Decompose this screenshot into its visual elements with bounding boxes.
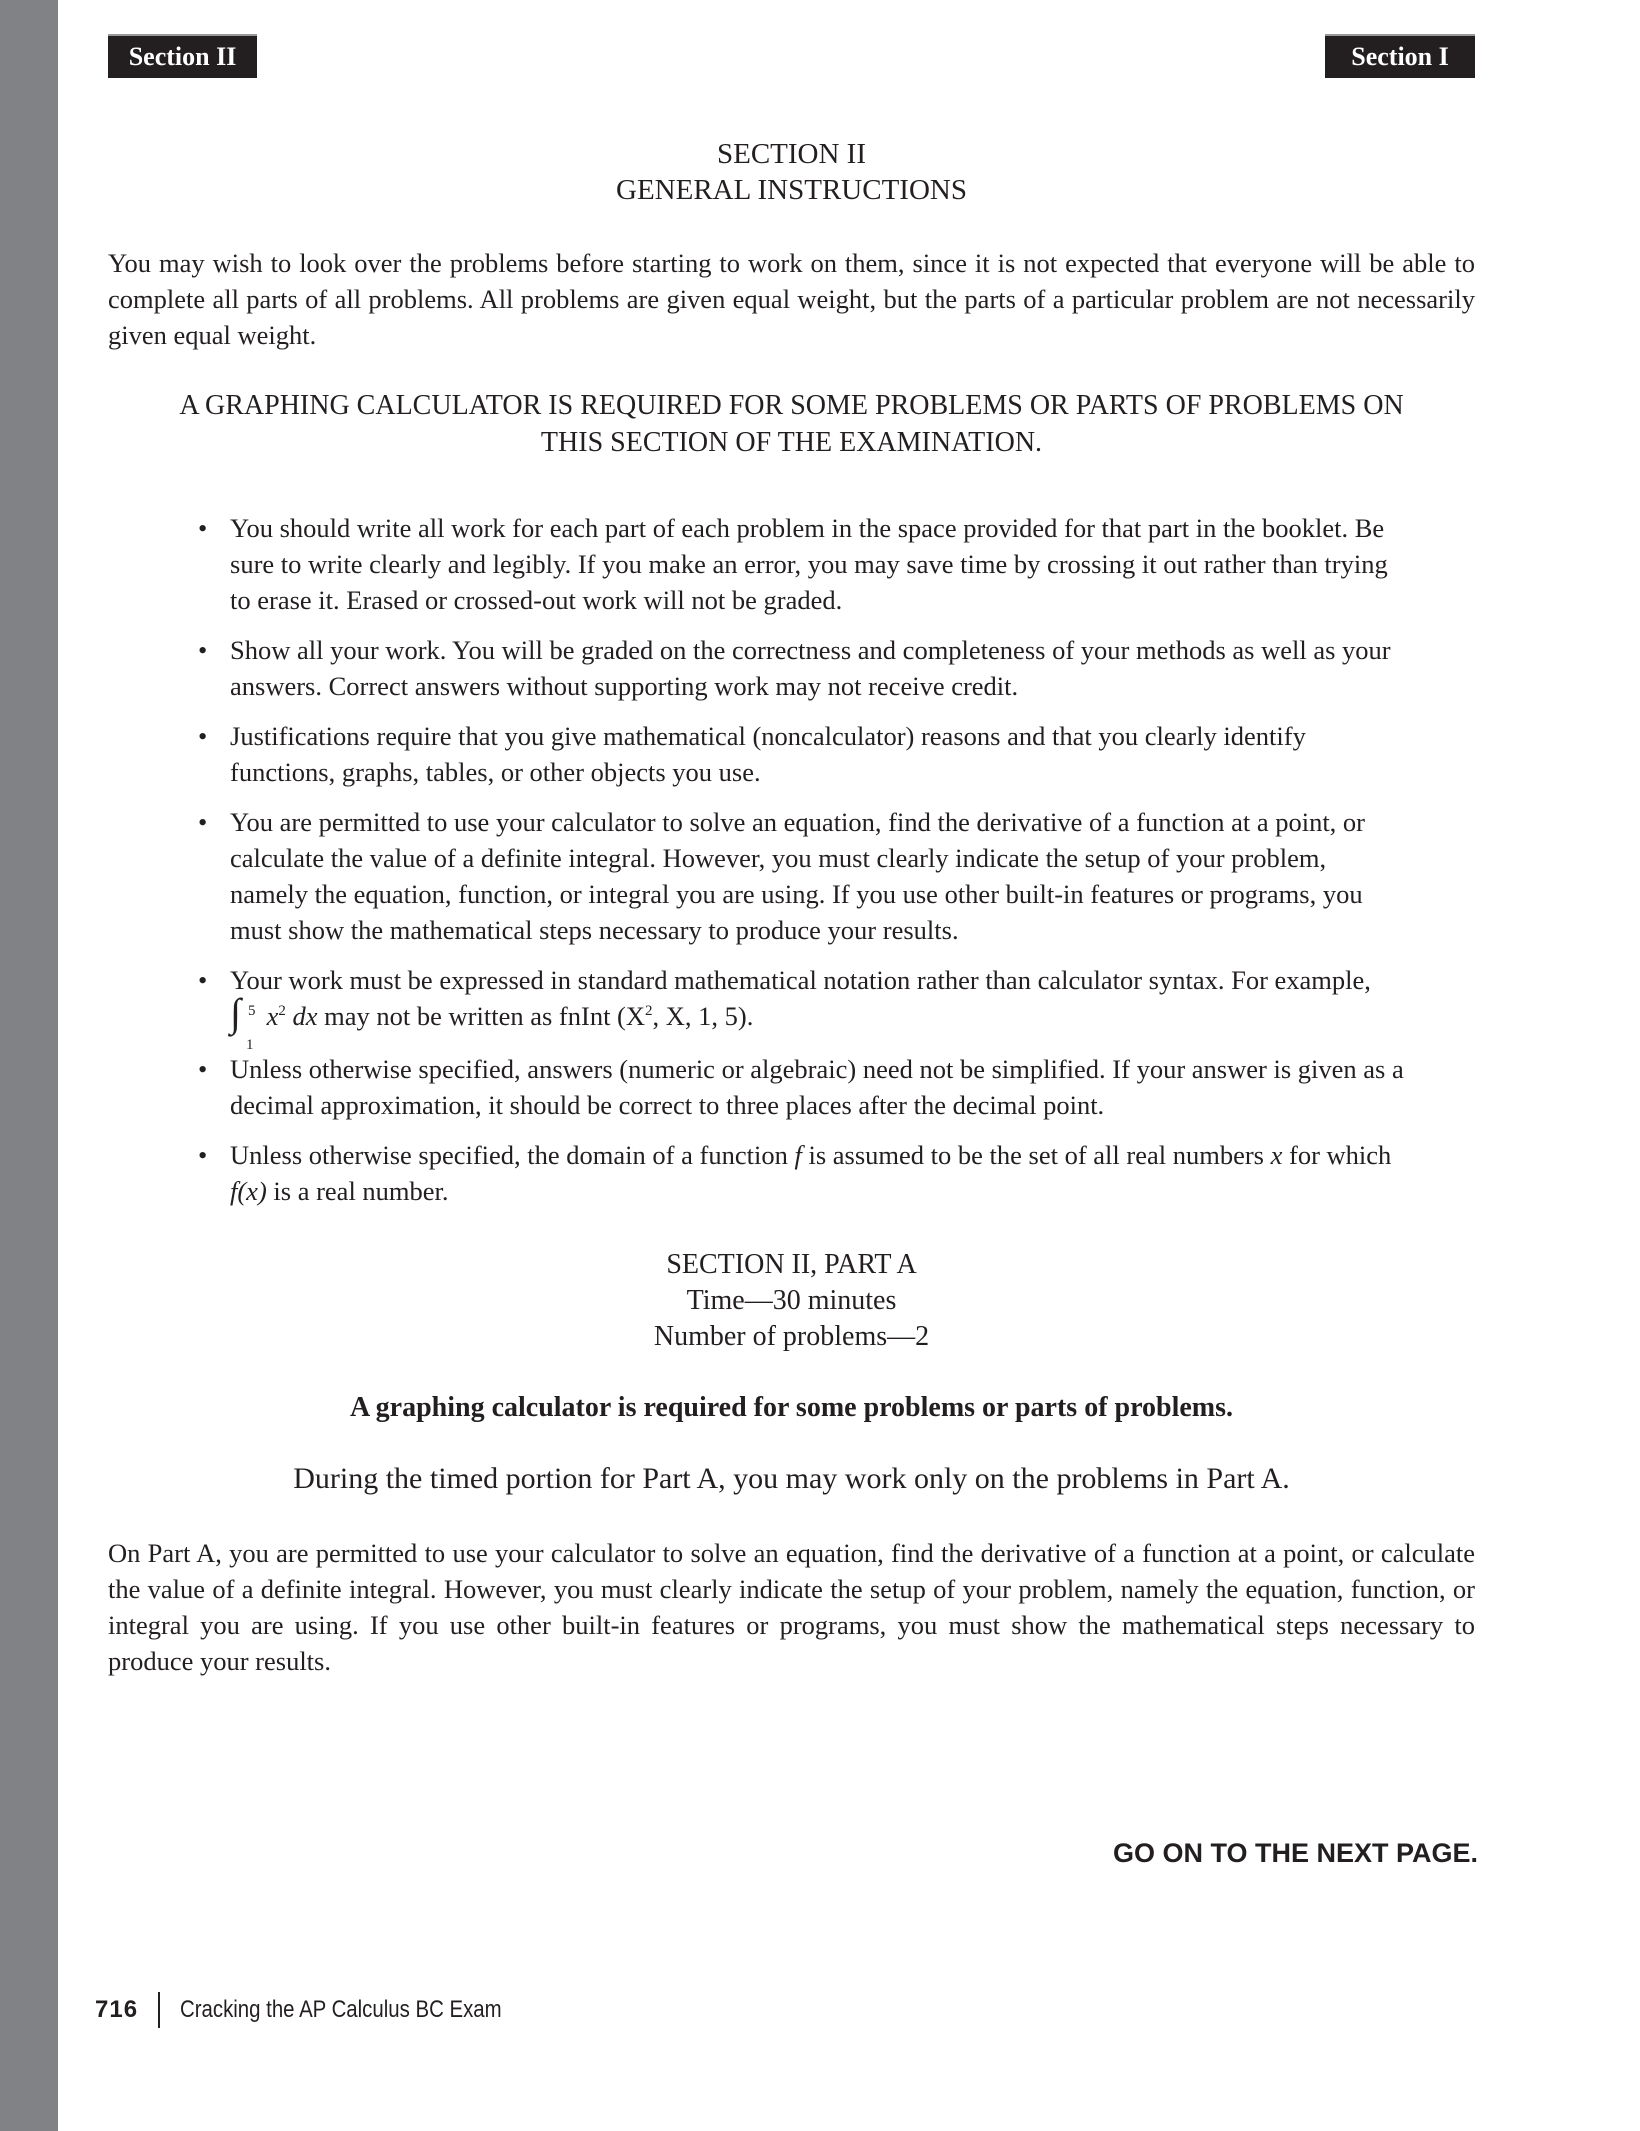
page-edge-bar [0,0,58,2131]
list-item [198,510,1410,618]
calculator-notice [108,387,1475,461]
calculator-notice-line-2: THIS SECTION OF THE EXAMINATION. [540,427,1043,458]
timed-portion-notice: During the timed portion for Part A, you may work only on the problems in Part A. [293,1462,1290,1495]
list-item [198,804,1410,948]
bullet-icon: • [198,1053,208,1084]
list-item [198,718,1410,790]
page-footer [95,1992,558,2028]
part-a-time: Time—30 minutes [686,1285,897,1316]
part-a-paragraph: On Part A, you are permitted to use your calculator to solve an equation, find the derivative of a function at a point, or calculate the value of a definite integral. However, you must clearly indicate the setup of your problem, namely the equation, function, or integral you are using. If you use other built-in features or programs, you must show the mathematical steps necessary to produce your results. [108,1538,1475,1676]
part-a-problem-count: Number of problems—2 [653,1321,930,1352]
footer-divider [158,1992,160,2028]
bullet-icon: • [198,635,208,665]
list-item-text: Justifications require that you give mathematical (noncalculator) reasons and that you clearly identify functions, graphs, tables, or other objects you use. [230,721,1306,787]
list-item-text: Show all your work. You will be graded on the correctness and completeness of your methods as well as your answers. Correct answers without supporting work may not receive credit. [230,635,1391,701]
bullet-icon: • [198,807,208,837]
book-title: Cracking the AP Calculus BC Exam [180,1996,502,2023]
list-item-text: Unless otherwise specified, answers (numeric or algebraic) need not be simplified. If your answer is given as a decimal approximation, it should be correct to three places after the decimal point. [230,1053,1404,1120]
bullet-icon: • [198,513,208,543]
list-item-text: Your work must be expressed in standard mathematical notation rather than calculator syntax. For example, [230,965,1371,995]
go-on-notice: GO ON TO THE NEXT PAGE. [1112,1838,1478,1868]
bullet-icon: • [198,721,208,751]
calculator-notice-line-1: A GRAPHING CALCULATOR IS REQUIRED FOR SOME PROBLEMS OR PARTS OF PROBLEMS ON [179,390,1404,421]
list-item [198,632,1410,704]
integral-symbol: ∫ 5 1 [230,989,256,1053]
list-item: • Unless otherwise specified, the domain of a function f is assumed to be the set of all real numbers x for which f(x) is a real number. [230,1137,1410,1209]
list-item: • Your work must be expressed in standard mathematical notation rather than calculator syntax. For example, ∫ 5 1 $x^2$ dx may not be written as fnInt ($X^2$, X, 1, 5). [230,962,1410,1037]
intro-paragraph: You may wish to look over the problems before starting to work on them, since it is not expected that everyone will be able to complete all parts of all problems. All problems are given equal weight, but the parts of a particular problem are not necessarily given equal weight. [108,248,1475,350]
bullet-icon: • [198,965,208,995]
instruction-list [198,510,1410,1223]
page-title [108,136,1475,208]
list-item [198,1051,1410,1123]
section-ii-tab: Section II [108,34,257,78]
part-a-heading [108,1247,1475,1355]
part-a-title: SECTION II, PART A [666,1249,917,1280]
title-line-1: SECTION II [716,138,866,170]
bullet-icon: • [198,1139,208,1170]
page-number: 716 [95,1996,139,2023]
list-item-text: You are permitted to use your calculator to solve an equation, find the derivative of a function at a point, or calculate the value of a definite integral. However, you must clearly indicate the setup of your problem, namely the equation, function, or integral you are using. If you use other built-in features or programs, you must show the mathematical steps necessary to produce your results. [230,807,1366,945]
list-item-text: You should write all work for each part of each problem in the space provided for that part in the booklet. Be sure to write clearly and legibly. If you make an error, you may save time by crossing it out rather than trying to erase it. Erased or crossed-out work will not be graded. [230,513,1388,615]
title-line-2: GENERAL INSTRUCTIONS [616,174,967,206]
calculator-required-notice: A graphing calculator is required for some problems or parts of problems. [349,1392,1234,1423]
section-i-tab: Section I [1325,34,1475,78]
